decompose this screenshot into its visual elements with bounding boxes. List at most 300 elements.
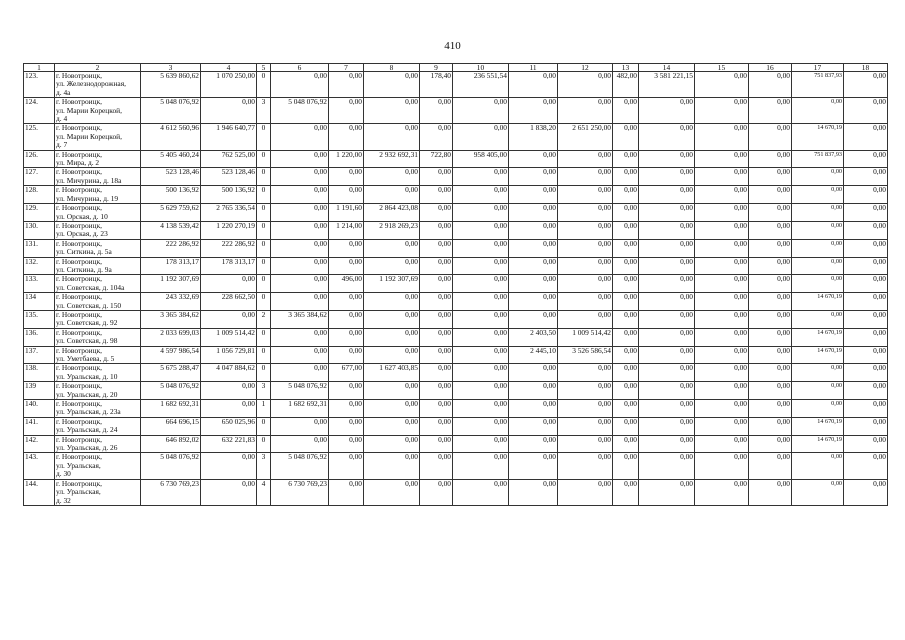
value-cell-c14: 0,00 — [639, 435, 695, 453]
value-cell-c18: 0,00 — [844, 453, 888, 479]
row-number: 140. — [24, 400, 55, 418]
value-cell-c11: 0,00 — [509, 204, 558, 222]
address-line: г. Новотроицк, — [56, 150, 103, 159]
value-cell-c18: 0,00 — [844, 72, 888, 98]
value-cell-c3: 5 048 076,92 — [141, 382, 201, 400]
column-number: 7 — [329, 64, 364, 72]
value-cell-c14: 3 581 221,15 — [639, 72, 695, 98]
value-cell-c4: 1 056 729,81 — [201, 346, 257, 364]
row-number: 127. — [24, 168, 55, 186]
value-cell-c13: 0,00 — [613, 239, 639, 257]
value-cell-c15: 0,00 — [695, 293, 749, 311]
value-cell-c10: 236 551,54 — [453, 72, 509, 98]
value-cell-c6: 0,00 — [271, 221, 329, 239]
value-cell-c11: 0,00 — [509, 239, 558, 257]
table-row — [24, 479, 888, 505]
value-cell-c9: 0,00 — [420, 239, 453, 257]
row-number: 132. — [24, 257, 55, 275]
value-cell-c11: 0,00 — [509, 310, 558, 328]
value-cell-c13: 0,00 — [613, 435, 639, 453]
value-cell-c5: 0 — [257, 293, 271, 311]
address-line: г. Новотроицк, — [56, 310, 103, 319]
address-cell — [55, 400, 141, 418]
value-cell-c7: 677,00 — [329, 364, 364, 382]
table-row — [24, 346, 888, 364]
address-line: д. 30 — [56, 469, 71, 479]
value-cell-c7: 0,00 — [329, 400, 364, 418]
address-line: ул. Советская, д. 92 — [56, 318, 118, 328]
value-cell-c8: 0,00 — [364, 72, 420, 98]
address-cell — [55, 453, 141, 479]
value-cell-c13: 0,00 — [613, 150, 639, 168]
value-cell-c14: 0,00 — [639, 275, 695, 293]
value-cell-c14: 0,00 — [639, 417, 695, 435]
value-cell-c18: 0,00 — [844, 168, 888, 186]
value-cell-c15: 0,00 — [695, 186, 749, 204]
value-cell-c6: 0,00 — [271, 124, 329, 150]
value-cell-c7: 0,00 — [329, 417, 364, 435]
address-line: г. Новотроицк, — [56, 274, 103, 284]
address-cell — [55, 98, 141, 124]
column-number: 9 — [420, 64, 453, 72]
address-cell — [55, 186, 141, 204]
value-cell-c17: 0,00 — [792, 257, 844, 275]
value-cell-c14: 0,00 — [639, 346, 695, 364]
value-cell-c12: 0,00 — [558, 435, 613, 453]
value-cell-c14: 0,00 — [639, 400, 695, 418]
value-cell-c18: 0,00 — [844, 346, 888, 364]
value-cell-c18: 0,00 — [844, 186, 888, 204]
value-cell-c7: 0,00 — [329, 328, 364, 346]
value-cell-c6: 0,00 — [271, 72, 329, 98]
value-cell-c8: 2 864 423,08 — [364, 204, 420, 222]
address-line: ул. Уральская, д. 23а — [56, 407, 121, 417]
row-number: 134 — [24, 293, 55, 311]
address-cell — [55, 328, 141, 346]
value-cell-c10: 0,00 — [453, 435, 509, 453]
value-cell-c5: 0 — [257, 168, 271, 186]
value-cell-c13: 0,00 — [613, 168, 639, 186]
value-cell-c6: 1 682 692,31 — [271, 400, 329, 418]
value-cell-c10: 0,00 — [453, 221, 509, 239]
value-cell-c12: 0,00 — [558, 186, 613, 204]
column-number: 4 — [201, 64, 257, 72]
value-cell-c15: 0,00 — [695, 435, 749, 453]
value-cell-c7: 0,00 — [329, 72, 364, 98]
value-cell-c6: 3 365 384,62 — [271, 310, 329, 328]
value-cell-c12: 0,00 — [558, 204, 613, 222]
value-cell-c9: 0,00 — [420, 346, 453, 364]
address-line: ул. Советская, д. 104а — [56, 282, 125, 292]
address-line: г. Новотроицк, — [56, 221, 103, 230]
value-cell-c5: 0 — [257, 124, 271, 150]
value-cell-c7: 0,00 — [329, 186, 364, 204]
value-cell-c13: 0,00 — [613, 346, 639, 364]
column-number: 12 — [558, 64, 613, 72]
value-cell-c10: 0,00 — [453, 293, 509, 311]
value-cell-c14: 0,00 — [639, 221, 695, 239]
value-cell-c16: 0,00 — [749, 417, 792, 435]
address-cell — [55, 257, 141, 275]
value-cell-c16: 0,00 — [749, 479, 792, 505]
value-cell-c13: 0,00 — [613, 400, 639, 418]
value-cell-c11: 0,00 — [509, 382, 558, 400]
row-number: 141. — [24, 417, 55, 435]
value-cell-c10: 0,00 — [453, 257, 509, 275]
value-cell-c8: 0,00 — [364, 346, 420, 364]
value-cell-c10: 0,00 — [453, 382, 509, 400]
value-cell-c11: 0,00 — [509, 221, 558, 239]
value-cell-c6: 0,00 — [271, 186, 329, 204]
value-cell-c5: 1 — [257, 400, 271, 418]
value-cell-c15: 0,00 — [695, 364, 749, 382]
value-cell-c14: 0,00 — [639, 479, 695, 505]
value-cell-c10: 0,00 — [453, 479, 509, 505]
value-cell-c16: 0,00 — [749, 328, 792, 346]
value-cell-c16: 0,00 — [749, 204, 792, 222]
value-cell-c6: 0,00 — [271, 435, 329, 453]
value-cell-c5: 0 — [257, 239, 271, 257]
address-line: ул. Железнодорожная, — [56, 79, 126, 89]
table-row — [24, 186, 888, 204]
value-cell-c4: 500 136,92 — [201, 186, 257, 204]
value-cell-c18: 0,00 — [844, 239, 888, 257]
value-cell-c5: 0 — [257, 328, 271, 346]
value-cell-c4: 2 765 336,54 — [201, 204, 257, 222]
row-number: 129. — [24, 204, 55, 222]
value-cell-c8: 1 192 307,69 — [364, 275, 420, 293]
value-cell-c5: 0 — [257, 221, 271, 239]
row-number: 139 — [24, 382, 55, 400]
value-cell-c9: 722,80 — [420, 150, 453, 168]
value-cell-c10: 0,00 — [453, 328, 509, 346]
value-cell-c5: 0 — [257, 72, 271, 98]
address-line: г. Новотроицк, — [56, 97, 103, 107]
column-number: 10 — [453, 64, 509, 72]
value-cell-c7: 1 214,00 — [329, 221, 364, 239]
column-number: 1 — [24, 64, 55, 72]
table-row — [24, 204, 888, 222]
address-cell — [55, 72, 141, 98]
value-cell-c7: 1 220,00 — [329, 150, 364, 168]
row-number: 137. — [24, 346, 55, 364]
value-cell-c9: 178,40 — [420, 72, 453, 98]
value-cell-c18: 0,00 — [844, 221, 888, 239]
value-cell-c17: 751 837,93 — [792, 72, 844, 98]
value-cell-c8: 0,00 — [364, 310, 420, 328]
address-line: ул. Мичурина, д. 19 — [56, 193, 119, 203]
value-cell-c9: 0,00 — [420, 204, 453, 222]
value-cell-c16: 0,00 — [749, 221, 792, 239]
value-cell-c13: 0,00 — [613, 364, 639, 382]
value-cell-c4: 632 221,83 — [201, 435, 257, 453]
value-cell-c17: 14 670,19 — [792, 124, 844, 150]
value-cell-c6: 0,00 — [271, 168, 329, 186]
value-cell-c3: 222 286,92 — [141, 239, 201, 257]
address-line: ул. Советская, д. 98 — [56, 336, 118, 346]
value-cell-c9: 0,00 — [420, 400, 453, 418]
value-cell-c15: 0,00 — [695, 479, 749, 505]
value-cell-c10: 0,00 — [453, 417, 509, 435]
value-cell-c6: 5 048 076,92 — [271, 382, 329, 400]
address-line: ул. Уральская, д. 10 — [56, 371, 118, 381]
value-cell-c4: 1 220 270,19 — [201, 221, 257, 239]
table-row — [24, 364, 888, 382]
address-line: г. Новотроицк, — [56, 123, 103, 133]
value-cell-c15: 0,00 — [695, 221, 749, 239]
value-cell-c4: 228 662,50 — [201, 293, 257, 311]
address-line: ул. Мира, д. 2 — [56, 158, 100, 168]
page-number: 410 — [444, 40, 461, 52]
value-cell-c10: 958 405,00 — [453, 150, 509, 168]
address-cell — [55, 204, 141, 222]
column-number: 15 — [695, 64, 749, 72]
address-cell — [55, 479, 141, 505]
value-cell-c17: 0,00 — [792, 453, 844, 479]
table-row — [24, 150, 888, 168]
value-cell-c16: 0,00 — [749, 453, 792, 479]
value-cell-c11: 0,00 — [509, 479, 558, 505]
value-cell-c14: 0,00 — [639, 364, 695, 382]
value-cell-c14: 0,00 — [639, 150, 695, 168]
value-cell-c17: 0,00 — [792, 168, 844, 186]
column-number: 5 — [257, 64, 271, 72]
address-cell — [55, 124, 141, 150]
value-cell-c13: 0,00 — [613, 98, 639, 124]
address-line: г. Новотроицк, — [56, 71, 103, 80]
value-cell-c10: 0,00 — [453, 453, 509, 479]
value-cell-c7: 0,00 — [329, 168, 364, 186]
value-cell-c9: 0,00 — [420, 257, 453, 275]
value-cell-c17: 0,00 — [792, 310, 844, 328]
address-line: г. Новотроицк, — [56, 452, 103, 462]
address-line: г. Новотроицк, — [56, 417, 103, 426]
value-cell-c3: 3 365 384,62 — [141, 310, 201, 328]
column-number: 11 — [509, 64, 558, 72]
table-row — [24, 453, 888, 479]
value-cell-c13: 0,00 — [613, 186, 639, 204]
value-cell-c8: 0,00 — [364, 124, 420, 150]
address-line: ул. Марии Корецкой, — [56, 105, 122, 115]
value-cell-c13: 482,00 — [613, 72, 639, 98]
column-number: 14 — [639, 64, 695, 72]
value-cell-c11: 0,00 — [509, 98, 558, 124]
value-cell-c5: 0 — [257, 204, 271, 222]
address-cell — [55, 364, 141, 382]
value-cell-c9: 0,00 — [420, 328, 453, 346]
value-cell-c3: 2 033 699,03 — [141, 328, 201, 346]
value-cell-c6: 0,00 — [271, 257, 329, 275]
data-table — [23, 63, 888, 506]
value-cell-c11: 0,00 — [509, 257, 558, 275]
address-line: ул. Уметбаева, д. 5 — [56, 354, 115, 363]
value-cell-c15: 0,00 — [695, 453, 749, 479]
value-cell-c13: 0,00 — [613, 453, 639, 479]
value-cell-c3: 500 136,92 — [141, 186, 201, 204]
value-cell-c18: 0,00 — [844, 98, 888, 124]
value-cell-c16: 0,00 — [749, 400, 792, 418]
table-row — [24, 239, 888, 257]
address-line: г. Новотроицк, — [56, 363, 103, 373]
value-cell-c5: 0 — [257, 150, 271, 168]
row-number: 135. — [24, 310, 55, 328]
value-cell-c18: 0,00 — [844, 364, 888, 382]
value-cell-c17: 14 670,19 — [792, 417, 844, 435]
value-cell-c3: 6 730 769,23 — [141, 479, 201, 505]
column-number: 3 — [141, 64, 201, 72]
value-cell-c3: 1 682 692,31 — [141, 400, 201, 418]
value-cell-c9: 0,00 — [420, 293, 453, 311]
value-cell-c12: 0,00 — [558, 275, 613, 293]
value-cell-c12: 0,00 — [558, 168, 613, 186]
value-cell-c12: 0,00 — [558, 257, 613, 275]
value-cell-c8: 0,00 — [364, 382, 420, 400]
address-line: г. Новотроицк, — [56, 257, 103, 266]
value-cell-c7: 0,00 — [329, 293, 364, 311]
value-cell-c3: 5 048 076,92 — [141, 453, 201, 479]
row-number: 143. — [24, 453, 55, 479]
value-cell-c8: 0,00 — [364, 293, 420, 311]
value-cell-c18: 0,00 — [844, 150, 888, 168]
value-cell-c9: 0,00 — [420, 310, 453, 328]
value-cell-c16: 0,00 — [749, 310, 792, 328]
value-cell-c9: 0,00 — [420, 417, 453, 435]
value-cell-c8: 0,00 — [364, 417, 420, 435]
value-cell-c8: 2 932 692,31 — [364, 150, 420, 168]
value-cell-c9: 0,00 — [420, 453, 453, 479]
value-cell-c11: 0,00 — [509, 364, 558, 382]
value-cell-c15: 0,00 — [695, 275, 749, 293]
value-cell-c10: 0,00 — [453, 310, 509, 328]
value-cell-c13: 0,00 — [613, 257, 639, 275]
value-cell-c4: 1 070 250,00 — [201, 72, 257, 98]
table-row — [24, 257, 888, 275]
column-number: 17 — [792, 64, 844, 72]
value-cell-c9: 0,00 — [420, 221, 453, 239]
value-cell-c8: 0,00 — [364, 479, 420, 505]
column-number: 2 — [55, 64, 141, 72]
value-cell-c17: 0,00 — [792, 186, 844, 204]
value-cell-c16: 0,00 — [749, 124, 792, 150]
value-cell-c15: 0,00 — [695, 328, 749, 346]
value-cell-c6: 0,00 — [271, 239, 329, 257]
value-cell-c13: 0,00 — [613, 275, 639, 293]
value-cell-c3: 243 332,69 — [141, 293, 201, 311]
address-line: г. Новотроицк, — [56, 381, 103, 391]
value-cell-c11: 0,00 — [509, 400, 558, 418]
table-row — [24, 400, 888, 418]
address-line: д. 7 — [56, 140, 68, 150]
value-cell-c8: 0,00 — [364, 435, 420, 453]
value-cell-c9: 0,00 — [420, 364, 453, 382]
value-cell-c16: 0,00 — [749, 72, 792, 98]
value-cell-c17: 14 670,19 — [792, 293, 844, 311]
value-cell-c16: 0,00 — [749, 168, 792, 186]
value-cell-c17: 0,00 — [792, 221, 844, 239]
value-cell-c12: 0,00 — [558, 293, 613, 311]
value-cell-c4: 0,00 — [201, 453, 257, 479]
value-cell-c8: 0,00 — [364, 328, 420, 346]
value-cell-c3: 4 612 560,96 — [141, 124, 201, 150]
value-cell-c17: 751 837,93 — [792, 150, 844, 168]
address-cell — [55, 293, 141, 311]
address-cell — [55, 435, 141, 453]
table-row — [24, 168, 888, 186]
value-cell-c4: 0,00 — [201, 400, 257, 418]
value-cell-c13: 0,00 — [613, 417, 639, 435]
value-cell-c6: 0,00 — [271, 417, 329, 435]
address-line: ул. Уральская, д. 20 — [56, 389, 118, 399]
value-cell-c14: 0,00 — [639, 328, 695, 346]
value-cell-c10: 0,00 — [453, 400, 509, 418]
value-cell-c16: 0,00 — [749, 150, 792, 168]
value-cell-c11: 0,00 — [509, 453, 558, 479]
address-line: ул. Марии Корецкой, — [56, 131, 122, 141]
address-line: ул. Орская, д. 23 — [56, 229, 108, 239]
value-cell-c6: 5 048 076,92 — [271, 98, 329, 124]
value-cell-c7: 0,00 — [329, 239, 364, 257]
value-cell-c17: 0,00 — [792, 275, 844, 293]
value-cell-c18: 0,00 — [844, 310, 888, 328]
value-cell-c15: 0,00 — [695, 382, 749, 400]
address-cell — [55, 346, 141, 364]
value-cell-c5: 0 — [257, 364, 271, 382]
value-cell-c15: 0,00 — [695, 98, 749, 124]
value-cell-c18: 0,00 — [844, 417, 888, 435]
value-cell-c12: 0,00 — [558, 364, 613, 382]
value-cell-c7: 0,00 — [329, 382, 364, 400]
value-cell-c11: 2 403,50 — [509, 328, 558, 346]
value-cell-c4: 0,00 — [201, 275, 257, 293]
value-cell-c5: 0 — [257, 186, 271, 204]
address-line: ул. Советская, д. 150 — [56, 300, 122, 310]
row-number: 125. — [24, 124, 55, 150]
address-cell — [55, 275, 141, 293]
table-row — [24, 310, 888, 328]
value-cell-c15: 0,00 — [695, 72, 749, 98]
value-cell-c15: 0,00 — [695, 417, 749, 435]
value-cell-c14: 0,00 — [639, 186, 695, 204]
value-cell-c11: 0,00 — [509, 435, 558, 453]
value-cell-c18: 0,00 — [844, 124, 888, 150]
value-cell-c9: 0,00 — [420, 275, 453, 293]
table-row — [24, 98, 888, 124]
value-cell-c15: 0,00 — [695, 150, 749, 168]
value-cell-c6: 0,00 — [271, 150, 329, 168]
value-cell-c5: 0 — [257, 435, 271, 453]
value-cell-c7: 0,00 — [329, 310, 364, 328]
value-cell-c14: 0,00 — [639, 257, 695, 275]
value-cell-c11: 0,00 — [509, 186, 558, 204]
value-cell-c18: 0,00 — [844, 257, 888, 275]
value-cell-c12: 2 651 250,00 — [558, 124, 613, 150]
value-cell-c4: 762 525,00 — [201, 150, 257, 168]
value-cell-c3: 4 138 539,42 — [141, 221, 201, 239]
address-line: ул. Мичурина, д. 18а — [56, 175, 122, 185]
value-cell-c12: 0,00 — [558, 221, 613, 239]
value-cell-c13: 0,00 — [613, 124, 639, 150]
value-cell-c5: 2 — [257, 310, 271, 328]
value-cell-c17: 14 670,19 — [792, 346, 844, 364]
value-cell-c15: 0,00 — [695, 239, 749, 257]
value-cell-c8: 0,00 — [364, 257, 420, 275]
value-cell-c13: 0,00 — [613, 293, 639, 311]
value-cell-c18: 0,00 — [844, 435, 888, 453]
value-cell-c6: 5 048 076,92 — [271, 453, 329, 479]
address-line: ул. Ситкина, д. 9а — [56, 264, 112, 274]
value-cell-c12: 0,00 — [558, 400, 613, 418]
value-cell-c4: 1 946 640,77 — [201, 124, 257, 150]
